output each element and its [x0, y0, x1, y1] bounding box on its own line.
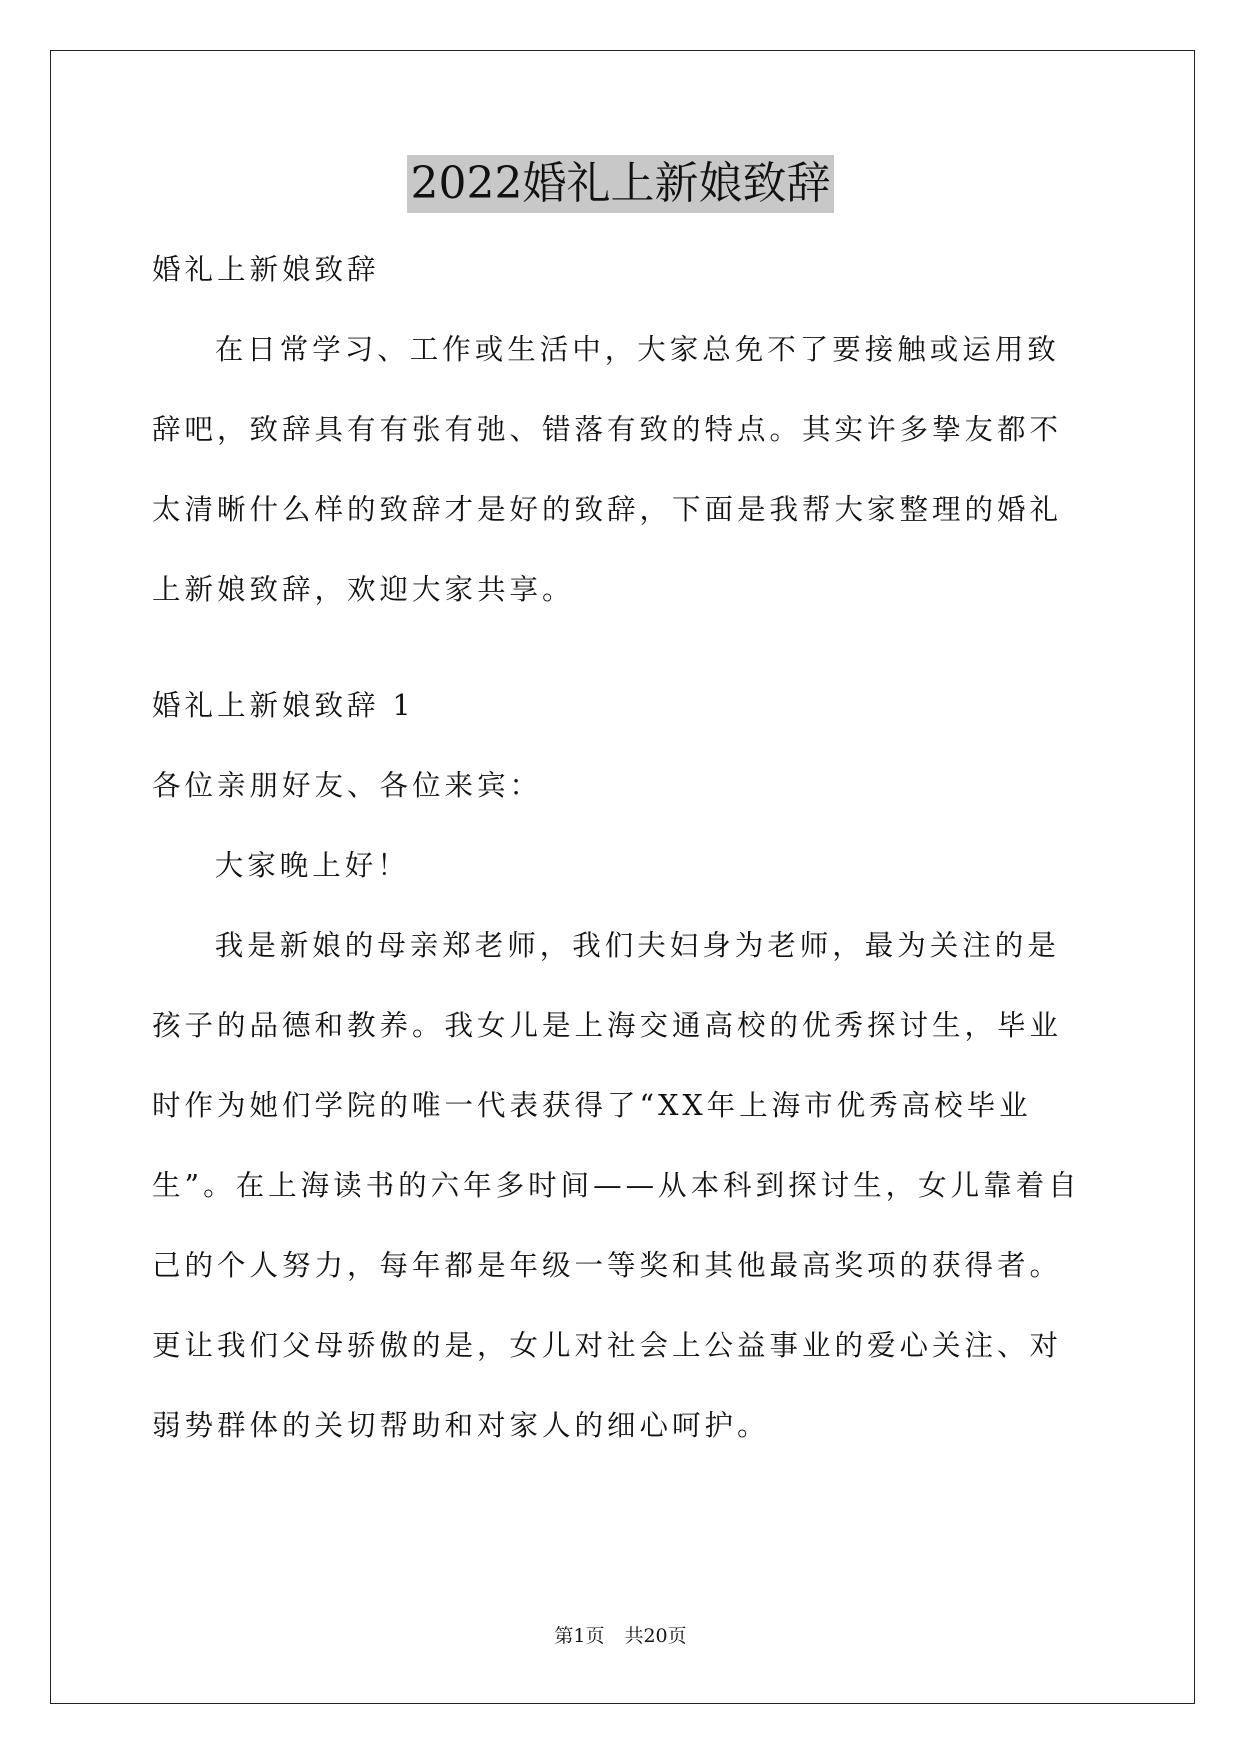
document-body: [152, 230, 1092, 1466]
section-heading: 婚礼上新娘致辞 1: [152, 689, 415, 722]
body-paragraph: 我是新娘的母亲郑老师，我们夫妇身为老师，最为关注的是孩子的品德和教养。我女儿是上海交通高校的优秀探讨生，毕业时作为她们学院的唯一代表获得了“XX年上海市优秀高校毕业生”。在上海读书的六年多时间——从本科到探讨生，女儿靠着自己的个人努力，每年都是年级一等奖和其他最高奖项的获得者。更让我们父母骄傲的是，女儿对社会上公益事业的爱心关注、对弱势群体的关切帮助和对家人的细心呵护。: [152, 929, 1081, 1442]
page-footer: [0, 1621, 1241, 1648]
title-container: [0, 155, 1241, 213]
intro-paragraph: 在日常学习、工作或生活中，大家总免不了要接触或运用致辞吧，致辞具有有张有弛、错落有致的特点。其实许多挚友都不太清晰什么样的致辞才是好的致辞，下面是我帮大家整理的婚礼上新娘致辞，欢迎大家共享。: [152, 333, 1063, 606]
subtitle: 婚礼上新娘致辞: [152, 253, 380, 286]
greeting: 各位亲朋好友、各位来宾：: [152, 769, 543, 802]
document-title: 2022婚礼上新娘致辞: [407, 155, 835, 213]
salutation: 大家晚上好！: [214, 849, 410, 882]
page-number-total: 共20页: [624, 1625, 687, 1647]
page-number-current: 第1页: [554, 1625, 605, 1647]
